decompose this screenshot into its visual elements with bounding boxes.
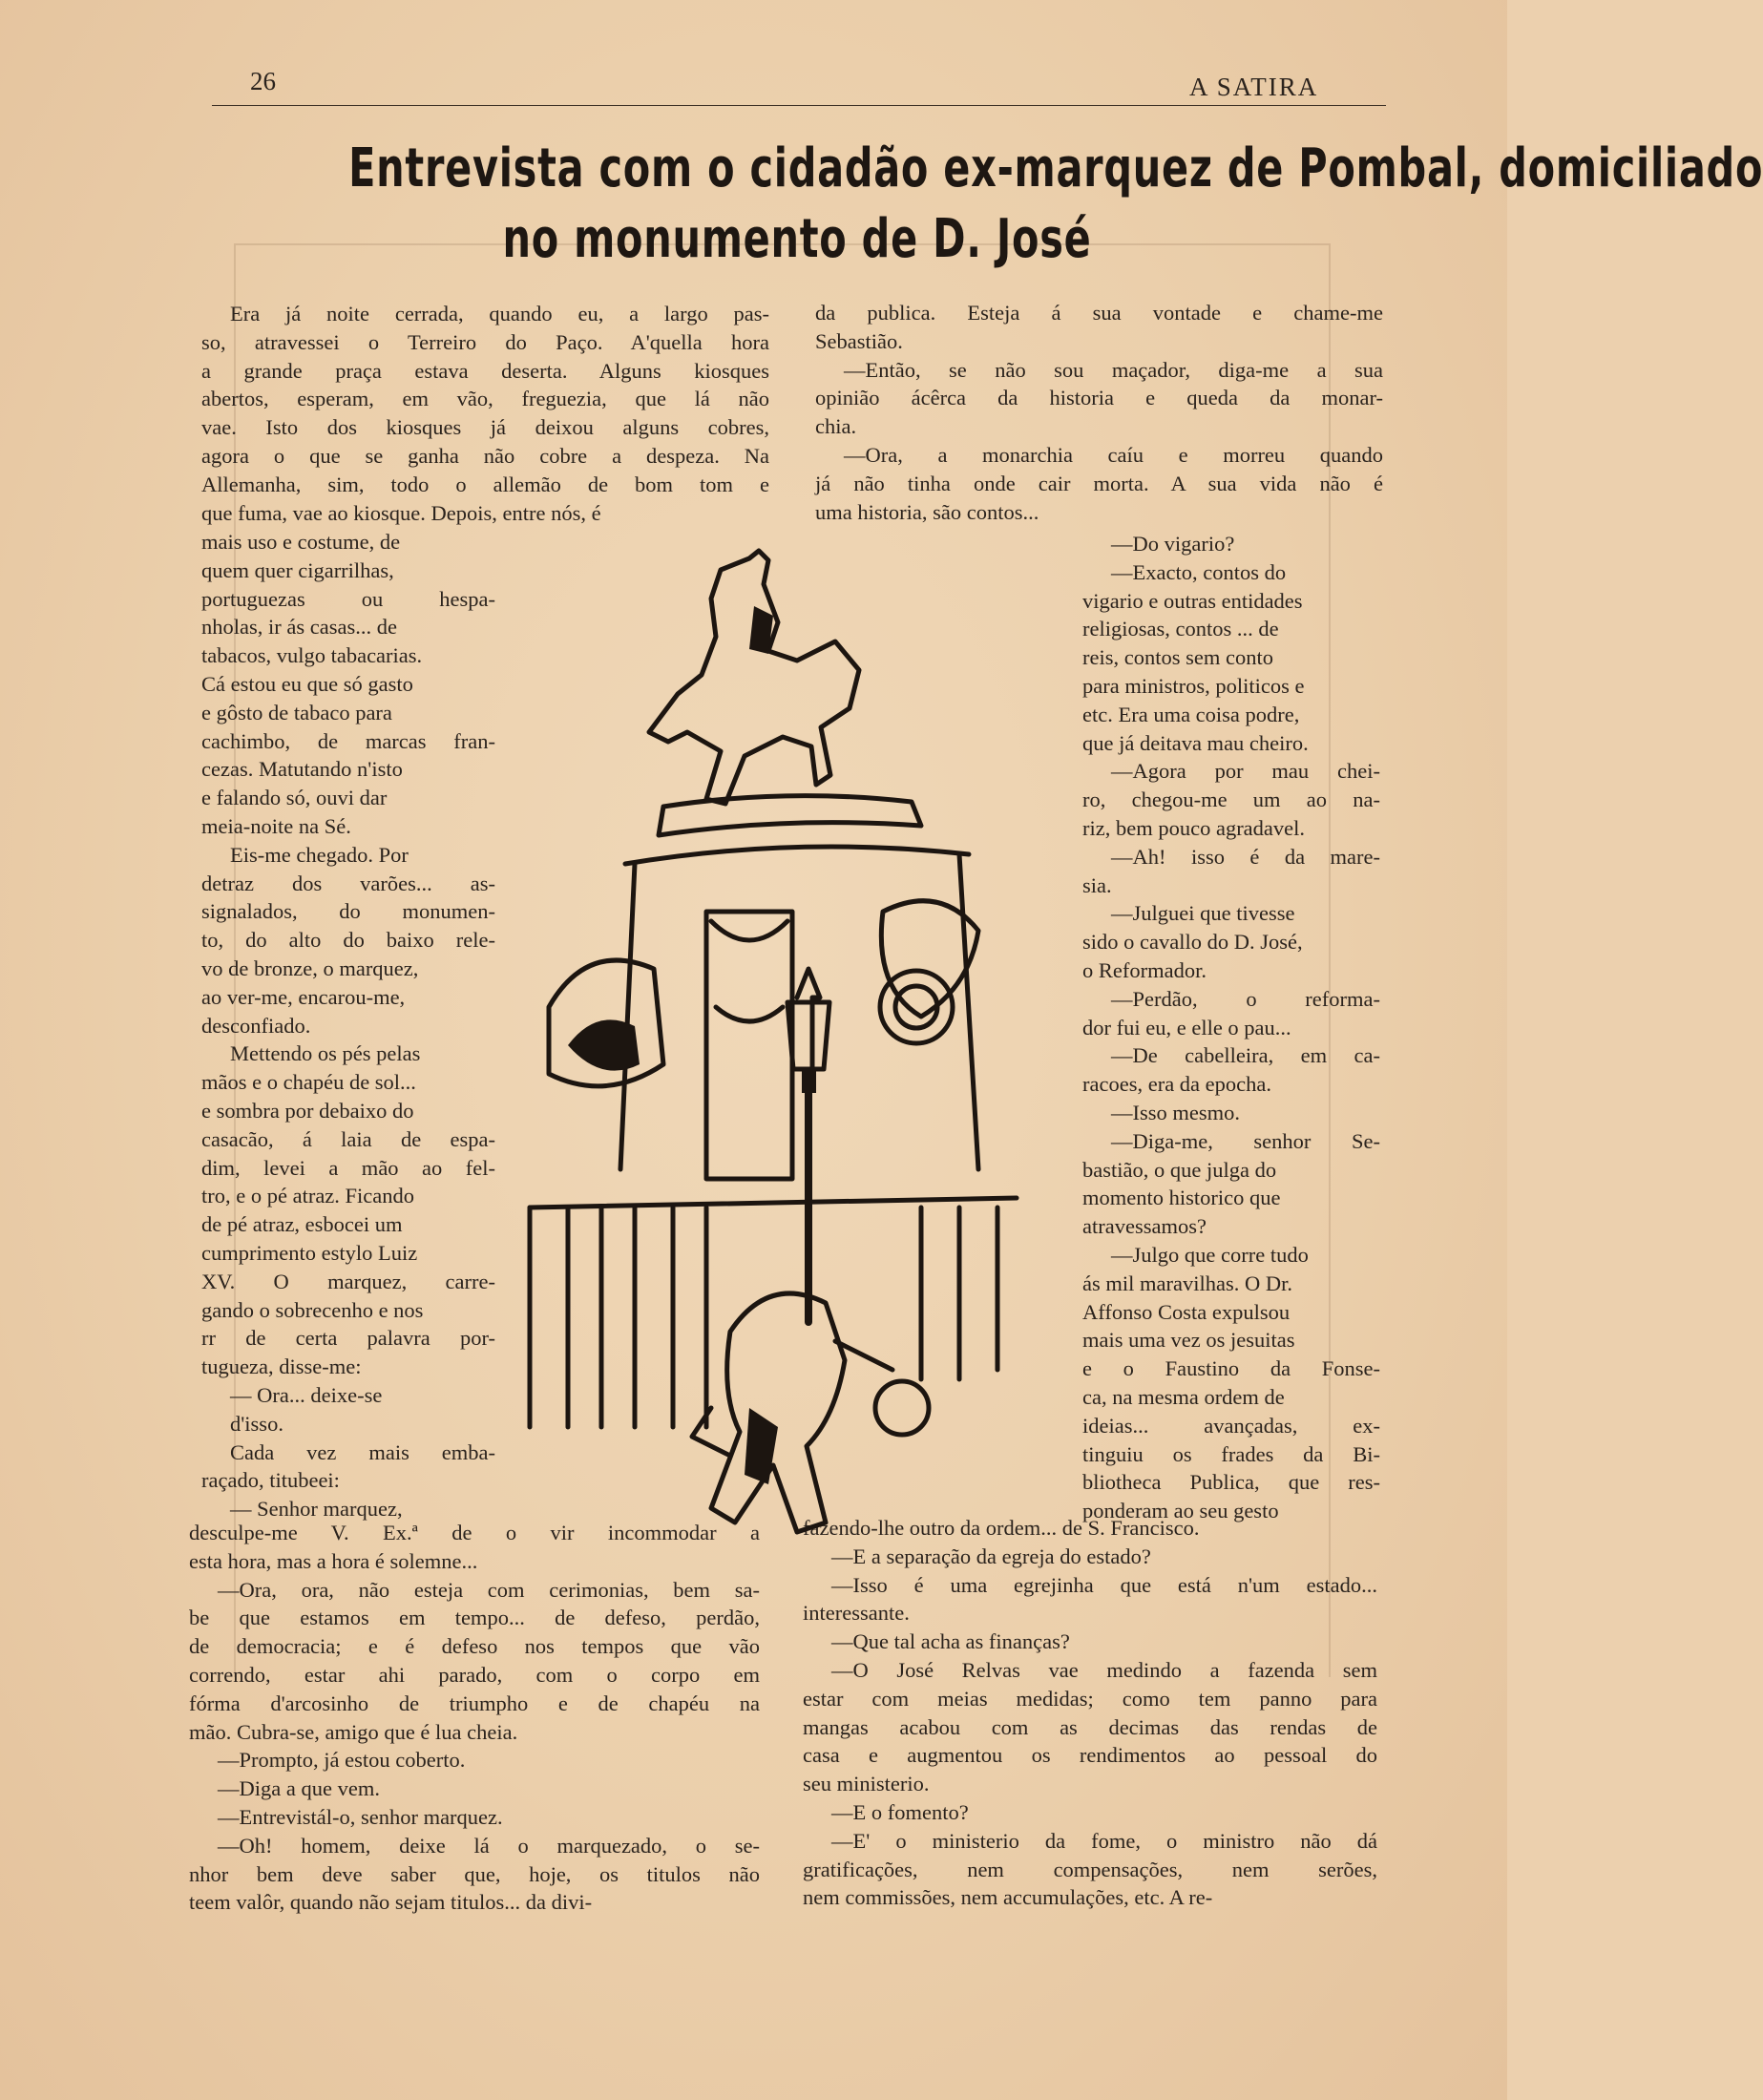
text-line: etc. Era uma coisa podre, — [1082, 702, 1300, 726]
text-line: so, atravessei o Terreiro do Paço. A'quella hora — [201, 329, 769, 354]
text-line: rr de certa palavra por- — [201, 1326, 495, 1351]
text-line: riz, bem pouco agradavel. — [1082, 815, 1306, 840]
text-line: raçado, titubeei: — [201, 1468, 340, 1493]
text-line: dor fui eu, e elle o pau... — [1082, 1015, 1291, 1040]
text-line: portuguezas ou hespa- — [201, 586, 495, 611]
text-line: mãos e o chapéu de sol... — [201, 1070, 416, 1095]
text-line: —E a separação da egreja do estado? — [831, 1544, 1151, 1568]
text-line: tro, e o pé atraz. Ficando — [201, 1184, 415, 1208]
text-line: —Do vigario? — [1111, 532, 1235, 556]
text-line: Cá estou eu que só gasto — [201, 671, 413, 696]
text-line: XV. O marquez, carre- — [201, 1269, 495, 1293]
text-line: casa e augmentou os rendimentos ao pessoal do — [803, 1743, 1377, 1768]
text-line: ideias... avançadas, ex- — [1082, 1413, 1380, 1438]
text-line: tinguiu os frades da Bi- — [1082, 1441, 1380, 1466]
text-line: —Julgo que corre tudo — [1111, 1242, 1309, 1267]
text-line: tabacos, vulgo tabacarias. — [201, 643, 423, 668]
title-line-1: Entrevista com o cidadão ex-marquez de Pombal, domiciliado — [348, 137, 1763, 200]
text-line: signalados, do monumen- — [201, 899, 495, 924]
text-line: já não tinha onde cair morta. A sua vida não é — [815, 471, 1383, 495]
text-line: mais uso e costume, de — [201, 530, 401, 554]
text-line: ao ver-me, encarou-me, — [201, 984, 406, 1009]
text-line: bliotheca Publica, que res- — [1082, 1470, 1380, 1495]
text-line: d'isso. — [230, 1411, 283, 1436]
text-line: vigario e outras entidades — [1082, 588, 1303, 613]
text-line: Eis-me chegado. Por — [230, 842, 409, 867]
text-line: religiosas, contos ... de — [1082, 617, 1279, 641]
text-line: abertos, esperam, em vão, freguezia, que lá não — [201, 387, 769, 411]
text-line: de pé atraz, esbocei um — [201, 1212, 403, 1237]
text-line: cezas. Matutando n'isto — [201, 757, 403, 782]
text-line: e falando só, ouvi dar — [201, 786, 388, 810]
text-line: Mettendo os pés pelas — [230, 1041, 421, 1066]
right-column-bottom — [803, 1514, 1377, 1912]
text-line: —E o fomento? — [831, 1799, 969, 1824]
page-number: 26 — [250, 67, 276, 95]
text-line: tugueza, disse-me: — [201, 1354, 362, 1379]
text-line: estar com meias medidas; como tem panno para — [803, 1686, 1377, 1711]
text-line: mangas acabou com as decimas das rendas de — [803, 1714, 1377, 1739]
header-rule — [212, 105, 1386, 106]
left-column-narrow — [201, 528, 495, 1523]
text-line: correndo, estar ahi parado, com o corpo em — [189, 1662, 760, 1687]
text-line: desculpe-me V. Ex.ª de o vir incommodar a — [189, 1521, 760, 1544]
text-line: —Exacto, contos do — [1111, 559, 1287, 584]
text-line: ás mil maravilhas. O Dr. — [1082, 1270, 1292, 1295]
text-line: sia. — [1082, 872, 1112, 897]
text-line: —E' o ministerio da fome, o ministro não dá — [831, 1828, 1377, 1853]
text-line: mais uma vez os jesuitas — [1082, 1328, 1295, 1353]
text-line: —Entrevistál-o, senhor marquez. — [218, 1804, 503, 1829]
running-title: A SATIRA — [1189, 73, 1319, 101]
text-line: o Reformador. — [1082, 957, 1207, 982]
title-line-2: no monumento de D. José — [502, 208, 1092, 270]
text-line: esta hora, mas a hora é solemne... — [189, 1548, 478, 1573]
figure-walking-icon — [711, 1293, 845, 1532]
text-line: vo de bronze, o marquez, — [201, 956, 419, 980]
hat-icon — [875, 1381, 929, 1435]
text-line: —Ah! isso é da mare- — [1111, 844, 1380, 869]
text-line: bastião, o que julga do — [1082, 1157, 1277, 1182]
text-line: Cada vez mais emba- — [230, 1439, 495, 1464]
horse-rider-icon — [649, 551, 859, 804]
text-line: a grande praça estava deserta. Alguns kiosques — [201, 358, 769, 383]
text-line: —Oh! homem, deixe lá o marquezado, o se- — [218, 1833, 760, 1858]
text-line: Allemanha, sim, todo o allemão de bom tom e — [201, 472, 769, 496]
text-line: cachimbo, de marcas fran- — [201, 728, 495, 753]
text-line: nholas, ir ás casas... de — [201, 615, 397, 640]
text-line: interessante. — [803, 1601, 910, 1626]
text-line: mão. Cubra-se, amigo que é lua cheia. — [189, 1719, 518, 1744]
text-line: e gôsto de tabaco para — [201, 700, 392, 724]
text-line: fórma d'arcosinho de triumpho e de chapéu na — [189, 1690, 760, 1715]
text-line: fazendo-lhe outro da ordem... de S. Francisco. — [803, 1516, 1200, 1540]
text-line: teem valôr, quando não sejam titulos... da divi- — [189, 1890, 593, 1915]
text-line: gando o sobrecenho e nos — [201, 1297, 424, 1322]
text-line: —Agora por mau chei- — [1111, 759, 1380, 784]
text-line: opinião ácêrca da historia e queda da monar- — [815, 386, 1383, 410]
text-line: —Julguei que tivesse — [1111, 901, 1295, 926]
text-line: desconfiado. — [201, 1013, 311, 1038]
text-line: nem commissões, nem accumulações, etc. A re- — [803, 1885, 1213, 1910]
text-line: agora o que se ganha não cobre a despeza. Na — [201, 443, 769, 468]
text-line: ca, na mesma ordem de — [1082, 1384, 1285, 1409]
text-line: —O José Relvas vae medindo a fazenda sem — [831, 1657, 1377, 1682]
text-line: —Que tal acha as finanças? — [831, 1629, 1070, 1654]
text-line: momento historico que — [1082, 1186, 1281, 1210]
right-column-narrow — [1082, 530, 1380, 1525]
text-line: de democracia; e é defeso nos tempos que vão — [189, 1634, 760, 1659]
text-line: —Então, se não sou maçador, diga-me a sua — [844, 357, 1383, 382]
text-line: —De cabelleira, em ca- — [1111, 1043, 1380, 1068]
text-line: quem quer cigarrilhas, — [201, 557, 394, 582]
text-line: Sebastião. — [815, 328, 903, 353]
text-line: para ministros, politicos e — [1082, 673, 1305, 698]
right-column-top — [815, 299, 1383, 526]
text-line: —Diga-me, senhor Se- — [1111, 1128, 1380, 1153]
text-line: cumprimento estylo Luiz — [201, 1240, 418, 1265]
text-line: sido o cavallo do D. José, — [1082, 930, 1303, 955]
text-line: casacão, á laia de espa- — [201, 1126, 495, 1151]
text-line: — Senhor marquez, — [230, 1497, 403, 1522]
text-line: da publica. Esteja á sua vontade e chame-me — [815, 301, 1383, 325]
text-line: — Ora... deixe-se — [230, 1382, 383, 1407]
text-line: que fuma, vae ao kiosque. Depois, entre nós, é — [201, 500, 601, 525]
left-column-top — [201, 300, 769, 527]
text-line: que já deitava mau cheiro. — [1082, 730, 1309, 755]
text-line: nhor bem deve saber que, hoje, os titulos não — [189, 1861, 760, 1886]
text-line: —Ora, a monarchia caíu e morreu quando — [844, 442, 1383, 467]
text-line: —Diga a que vem. — [218, 1776, 380, 1801]
text-line: meia-noite na Sé. — [201, 813, 351, 838]
text-line: be que estamos em tempo... de defeso, perdão, — [189, 1606, 760, 1630]
text-line: detraz dos varões... as- — [201, 871, 495, 895]
text-line: —Ora, ora, não esteja com cerimonias, bem sa- — [218, 1577, 760, 1602]
monument-illustration — [511, 549, 1060, 1503]
text-line: seu ministerio. — [803, 1772, 930, 1796]
text-line: Affonso Costa expulsou — [1082, 1299, 1291, 1324]
left-column-bottom — [189, 1519, 760, 1917]
text-line: —Isso é uma egrejinha que está n'um estado... — [831, 1572, 1377, 1597]
text-line: reis, contos sem conto — [1082, 645, 1273, 670]
text-line: racoes, era da epocha. — [1082, 1072, 1271, 1097]
text-line: chia. — [815, 414, 857, 439]
text-line: ro, chegou-me um ao na- — [1082, 788, 1380, 812]
text-line: dim, levei a mão ao fel- — [201, 1155, 495, 1180]
text-line: Era já noite cerrada, quando eu, a largo pas- — [230, 302, 769, 326]
text-line: ponderam ao seu gesto — [1082, 1499, 1279, 1523]
text-line: —Isso mesmo. — [1111, 1100, 1240, 1124]
text-line: —Perdão, o reforma- — [1111, 986, 1380, 1011]
text-line: —Prompto, já estou coberto. — [218, 1748, 466, 1773]
text-line: uma historia, são contos... — [815, 499, 1039, 524]
text-line: vae. Isto dos kiosques já deixou alguns cobres, — [201, 415, 769, 440]
article-title — [348, 134, 1763, 275]
text-line: atravessamos? — [1082, 1214, 1207, 1239]
text-line: to, do alto do baixo rele- — [201, 928, 495, 953]
text-line: gratificações, nem compensações, nem serões, — [803, 1857, 1377, 1881]
text-line: e sombra por debaixo do — [201, 1098, 414, 1123]
text-line: e o Faustino da Fonse- — [1082, 1356, 1380, 1381]
